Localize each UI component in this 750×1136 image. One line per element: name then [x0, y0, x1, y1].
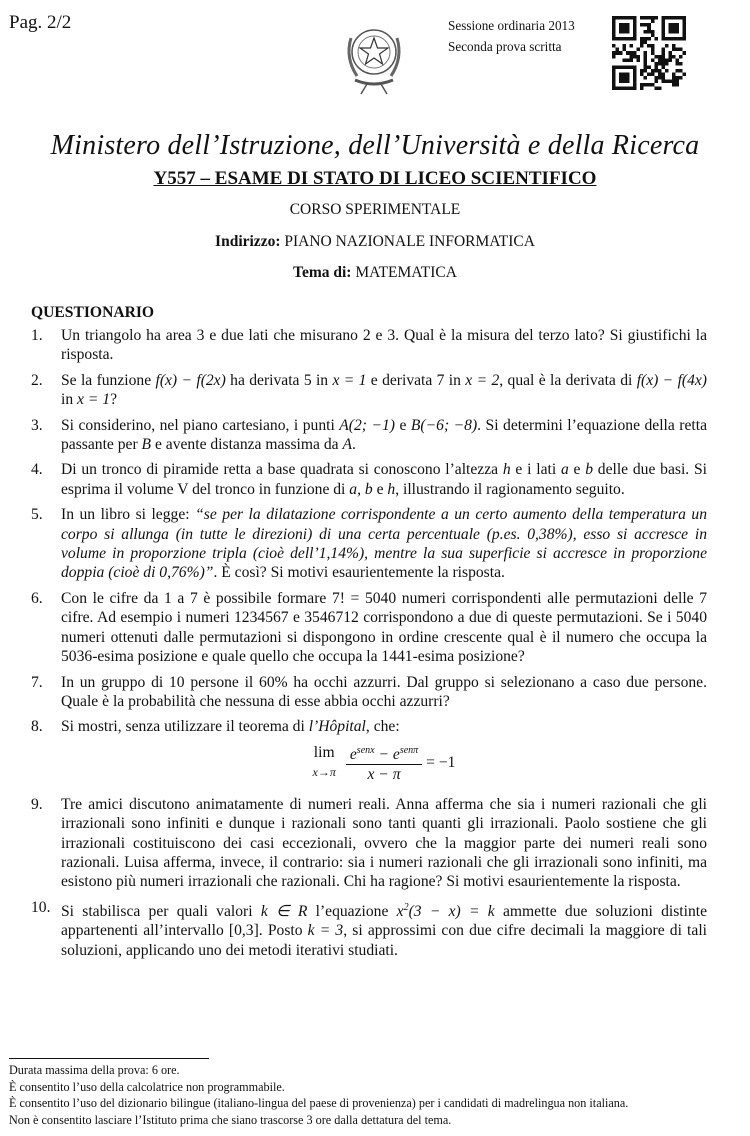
question-text: Con le cifre da 1 a 7 è possibile formare 7! = 5040 numeri corrispondenti alle permutazioni delle 7 cifre. Ad esempio i numeri 1234567 e 3546712 corrispondono a due di queste permutazioni. Se i 5040 numeri ottenuti dalle permutazioni si dispongono in ordine crescente qual è il numero che occupa la 5036-esima posizione e quale quello che occupa la 1441-esima posizione?	[61, 589, 707, 666]
question-text: Un triangolo ha area 3 e due lati che misurano 2 e 3. Qual è la misura del terzo lato? Si giustifichi la risposta.	[61, 327, 707, 364]
question-text: Si stabilisca per quali valori k ∈ R l’equazione $x^2(3 - x) = k$ ammette due soluzioni distinte appartenenti all’intervallo [0,3]. Posto k = 3, si approssimi con due cifre decimali la maggiore di tali soluzioni, applicando uno dei metodi iterativi studiati.	[61, 901, 708, 959]
question-text: In un libro si legge: “se per la dilatazione corrispondente a un certo aumento della temperatura un corpo si allunga (in tutte le direzioni) di una certa percentuale (p.es. 0,38%), esso si accresce in volume in proporzione tripla (cioè dell’1,14%), mentre la sua superficie si accresce in proporzione doppia (cioè di 0,76%)”. È così? Si motivi esaurientemente la risposta.	[61, 506, 707, 582]
question-number: 1.	[31, 327, 43, 344]
question-1	[31, 326, 707, 365]
course-label: CORSO SPERIMENTALE	[289, 201, 461, 218]
question-3	[31, 416, 707, 455]
question-number: 8.	[31, 718, 43, 736]
question-text: Si considerino, nel piano cartesiano, i punti A(2; −1) e B(−6; −8). Si determini l’equazione della retta passante per B e avente distanza massima da A.	[61, 416, 707, 454]
question-7	[31, 673, 707, 712]
question-text: Di un tronco di piramide retta a base quadrata si conoscono l’altezza h e i lati a e b delle due basi. Si esprima il volume V del tronco in funzione di a, b e h, illustrando il ragionamento seguito.	[61, 461, 707, 498]
session-info	[448, 15, 575, 57]
qr-code-icon	[612, 16, 686, 90]
question-2	[31, 371, 707, 410]
exam-title: Y557 – ESAME DI STATO DI LICEO SCIENTIFICO	[153, 168, 597, 189]
section-heading: QUESTIONARIO	[31, 304, 155, 321]
question-text: In un gruppo di 10 persone il 60% ha occhi azzurri. Dal gruppo si selezionano a caso due persone. Quale è la probabilità che nessuna di esse abbia occhi azzurri?	[61, 673, 707, 710]
footer-notes	[9, 1062, 628, 1128]
question-number: 6.	[31, 589, 43, 607]
question-text: Tre amici discutono animatamente di numeri reali. Anna afferma che sia i numeri razionali che gli irrazionali sono infiniti e dunque i razionali sono tanti quanti gli irrazionali. Paolo sostiene che gli irrazionali costituiscono dei casi eccezionali, ovvero che la maggior parte dei numeri reali sono razionali. Luisa afferma, invece, il contrario: sia i numeri razionali che gli irrazionali sono infiniti, ma esistono più numeri irrazionali che razionali. Chi ha ragione? Si motivi esaurientemente la risposta.	[61, 795, 707, 891]
footer-divider	[9, 1058, 209, 1059]
question-number: 9.	[31, 795, 43, 813]
footer-line: Durata massima della prova: 6 ore.	[9, 1063, 180, 1077]
session-line: Sessione ordinaria 2013	[448, 18, 575, 33]
footer-line: È consentito l’uso della calcolatrice non programmabile.	[9, 1079, 285, 1094]
question-number: 7.	[31, 673, 43, 691]
question-number: 4.	[31, 461, 43, 479]
question-8	[31, 717, 707, 788]
italian-republic-emblem-icon	[341, 18, 407, 96]
question-9	[31, 795, 707, 892]
question-list	[31, 326, 707, 966]
question-number: 10.	[31, 898, 51, 916]
subject-value: MATEMATICA	[355, 264, 457, 281]
question-4	[31, 460, 707, 499]
question-number: 2.	[31, 371, 43, 389]
page-number: Pag. 2/2	[9, 12, 72, 33]
ministry-header: Ministero dell’Istruzione, dell’Università e della Ricerca	[50, 130, 700, 161]
question-text: Se la funzione f(x) − f(2x) ha derivata 5 in x = 1 e derivata 7 in x = 2, qual è la derivata di f(x) − f(4x) in x = 1?	[61, 371, 708, 409]
subject-line	[0, 264, 750, 282]
footer-line: Non è consentito lasciare l’Istituto prima che siano trascorse 3 ore dalla dettatura del tema.	[9, 1112, 452, 1127]
question-5	[31, 505, 707, 583]
quoted-passage: “se per la dilatazione corrispondente a un certo aumento della temperatura un corpo si allunga (in tutte le direzioni) di una certa percentuale (p.es. 0,38%), esso si accresce in volume in proporzione tripla (cioè dell’1,14%), mentre la sua superficie si accresce in proporzione doppia (cioè di 0,76%)”	[61, 506, 707, 582]
limit-formula: lim x→π $\frac{e^{senx} - e^{sen\pi}}{x - \pi}$ = −1	[61, 741, 707, 785]
subject-label: Tema di:	[293, 264, 352, 281]
question-number: 3.	[31, 416, 43, 434]
address-label: Indirizzo:	[215, 233, 281, 250]
question-6	[31, 589, 707, 667]
address-value: PIANO NAZIONALE INFORMATICA	[284, 233, 535, 250]
question-number: 5.	[31, 506, 43, 524]
question-text: Si mostri, senza utilizzare il teorema di l’Hôpital, che: lim x→π $\frac{e^{senx} - e^{sen\pi}}{x - \pi}$ = −1	[61, 717, 707, 788]
question-10	[31, 898, 707, 960]
exam-type-line: Seconda prova scritta	[448, 39, 562, 54]
footer-line: È consentito l’uso del dizionario bilingue (italiano-lingua del paese di provenienza) per i candidati di madrelingua non italiana.	[9, 1096, 629, 1110]
address-line	[0, 233, 750, 251]
